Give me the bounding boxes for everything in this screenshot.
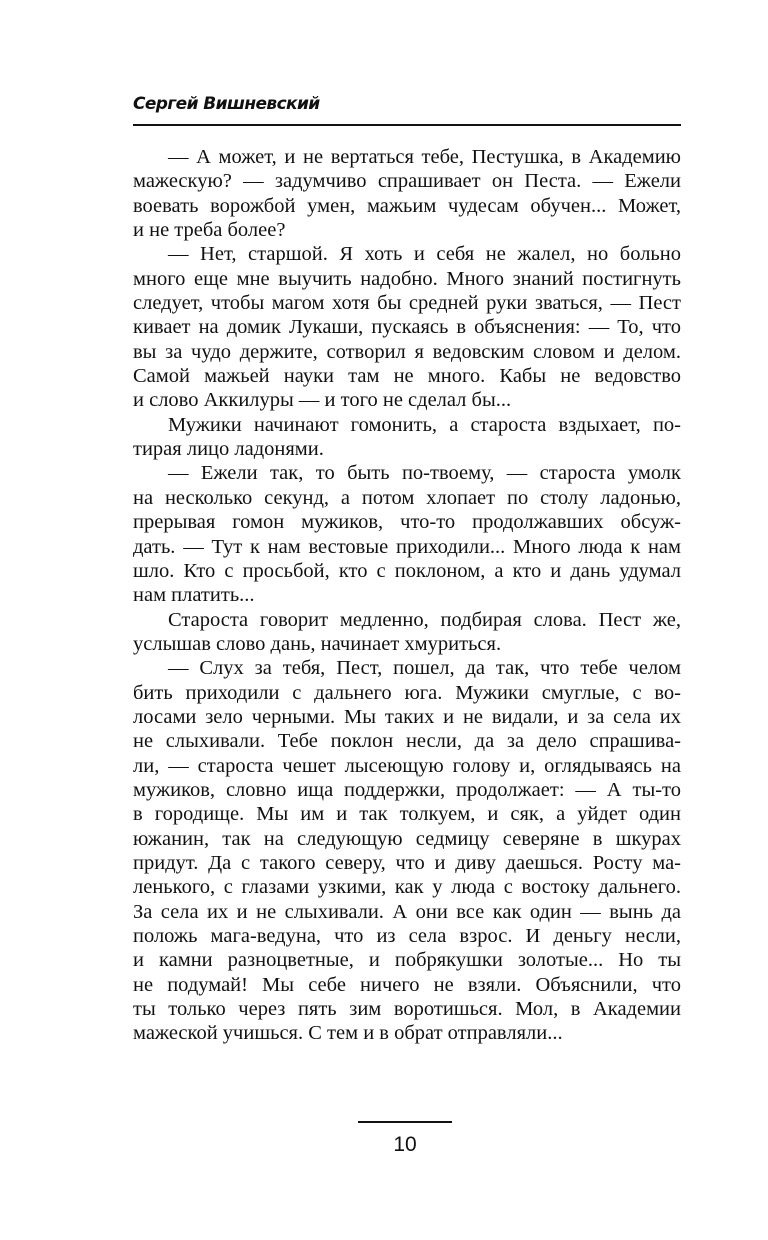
text-line: дать. — Тут к нам вестовые приходили... Много люда к нам bbox=[133, 535, 681, 558]
text-line: южанин, так на следующую седмицу северяне в шкурах bbox=[133, 827, 681, 850]
text-line: мужиков, словно ища поддержки, продолжает: — А ты-то bbox=[133, 778, 681, 801]
text-line: Мужики начинают гомонить, а староста вздыхает, по- bbox=[168, 413, 681, 436]
text-line: ты только через пять зим воротишься. Мол, в Академии bbox=[133, 998, 681, 1021]
paragraph bbox=[133, 461, 681, 607]
text-line: в городище. Мы им и так толкуем, и сяк, а уйдет один bbox=[133, 803, 681, 826]
text-line: — А может, и не вертаться тебе, Пестушка, в Академию bbox=[168, 146, 681, 168]
text-line: шло. Кто с просьбой, кто с поклоном, а кто и дань удумал bbox=[133, 559, 681, 582]
paragraph bbox=[133, 145, 681, 242]
text-line: вы за чудо держите, сотворил я ведовским словом и делом. bbox=[133, 340, 681, 363]
text-line: не слыхивали. Тебе поклон несли, да за дело спрашива- bbox=[133, 730, 681, 753]
text-line: и не треба более? bbox=[133, 219, 286, 242]
text-line: тирая лицо ладонями. bbox=[133, 438, 324, 461]
text-line: воевать ворожбой умен, мажьим чудесам обучен... Может, bbox=[133, 194, 681, 217]
text-line: и слово Аккилуры — и того не сделал бы... bbox=[133, 389, 512, 412]
text-line: нам платить... bbox=[133, 584, 255, 607]
page-number: 10 bbox=[393, 1133, 417, 1156]
body-text bbox=[133, 145, 681, 1046]
text-line: не подумай! Мы себе ничего не взяли. Объяснили, что bbox=[133, 973, 681, 996]
running-header-author: Сергей Вишневский bbox=[133, 94, 320, 114]
text-line: — Нет, старшой. Я хоть и себя не жалел, но больно bbox=[168, 243, 681, 266]
text-line: мажеской учишься. С тем и в обрат отправляли... bbox=[133, 1022, 563, 1045]
text-line: Самой мажьей науки там не много. Кабы не ведовство bbox=[133, 365, 681, 388]
text-line: ленького, с глазами узкими, как у люда с востоку дальнего. bbox=[133, 876, 681, 899]
text-line: придут. Да с такого северу, что и диву даешься. Росту ма- bbox=[133, 851, 681, 874]
footer-divider bbox=[358, 1121, 452, 1123]
text-line: на несколько секунд, а потом хлопает по столу ладонью, bbox=[133, 486, 681, 509]
paragraph bbox=[133, 656, 681, 1046]
text-line: За села их и не слыхивали. А они все как один — вынь да bbox=[133, 900, 681, 923]
text-line: прерывая гомон мужиков, что-то продолжавших обсуж- bbox=[133, 511, 681, 534]
text-line: много еще мне выучить надобно. Много знаний постигнуть bbox=[133, 267, 681, 290]
paragraph bbox=[133, 242, 681, 412]
text-line: услышав слово дань, начинает хмуриться. bbox=[133, 632, 502, 655]
text-line: следует, чтобы магом хотя бы средней руки зваться, — Пест bbox=[133, 292, 681, 315]
text-line: лосами зело черными. Мы таких и не видали, и за села их bbox=[133, 705, 681, 728]
text-line: мажескую? — задумчиво спрашивает он Песта. — Ежели bbox=[133, 170, 681, 193]
header-divider bbox=[133, 124, 681, 126]
text-line: — Ежели так, то быть по-твоему, — староста умолк bbox=[168, 462, 681, 485]
text-line: кивает на домик Лукаши, пускаясь в объяснения: — То, что bbox=[133, 316, 681, 339]
paragraph bbox=[133, 608, 681, 657]
text-line: ли, — староста чешет лысеющую голову и, оглядываясь на bbox=[133, 754, 681, 777]
text-line: — Слух за тебя, Пест, пошел, да так, что тебе челом bbox=[168, 657, 681, 680]
paragraph bbox=[133, 413, 681, 462]
text-line: Староста говорит медленно, подбирая слова. Пест же, bbox=[168, 608, 681, 631]
text-line: и камни разноцветные, и побрякушки золотые... Но ты bbox=[133, 949, 681, 972]
text-line: бить приходили с дальнего юга. Мужики смуглые, с во- bbox=[133, 681, 681, 704]
text-line: положь мага-ведуна, что из села взрос. И деньгу несли, bbox=[133, 925, 681, 947]
